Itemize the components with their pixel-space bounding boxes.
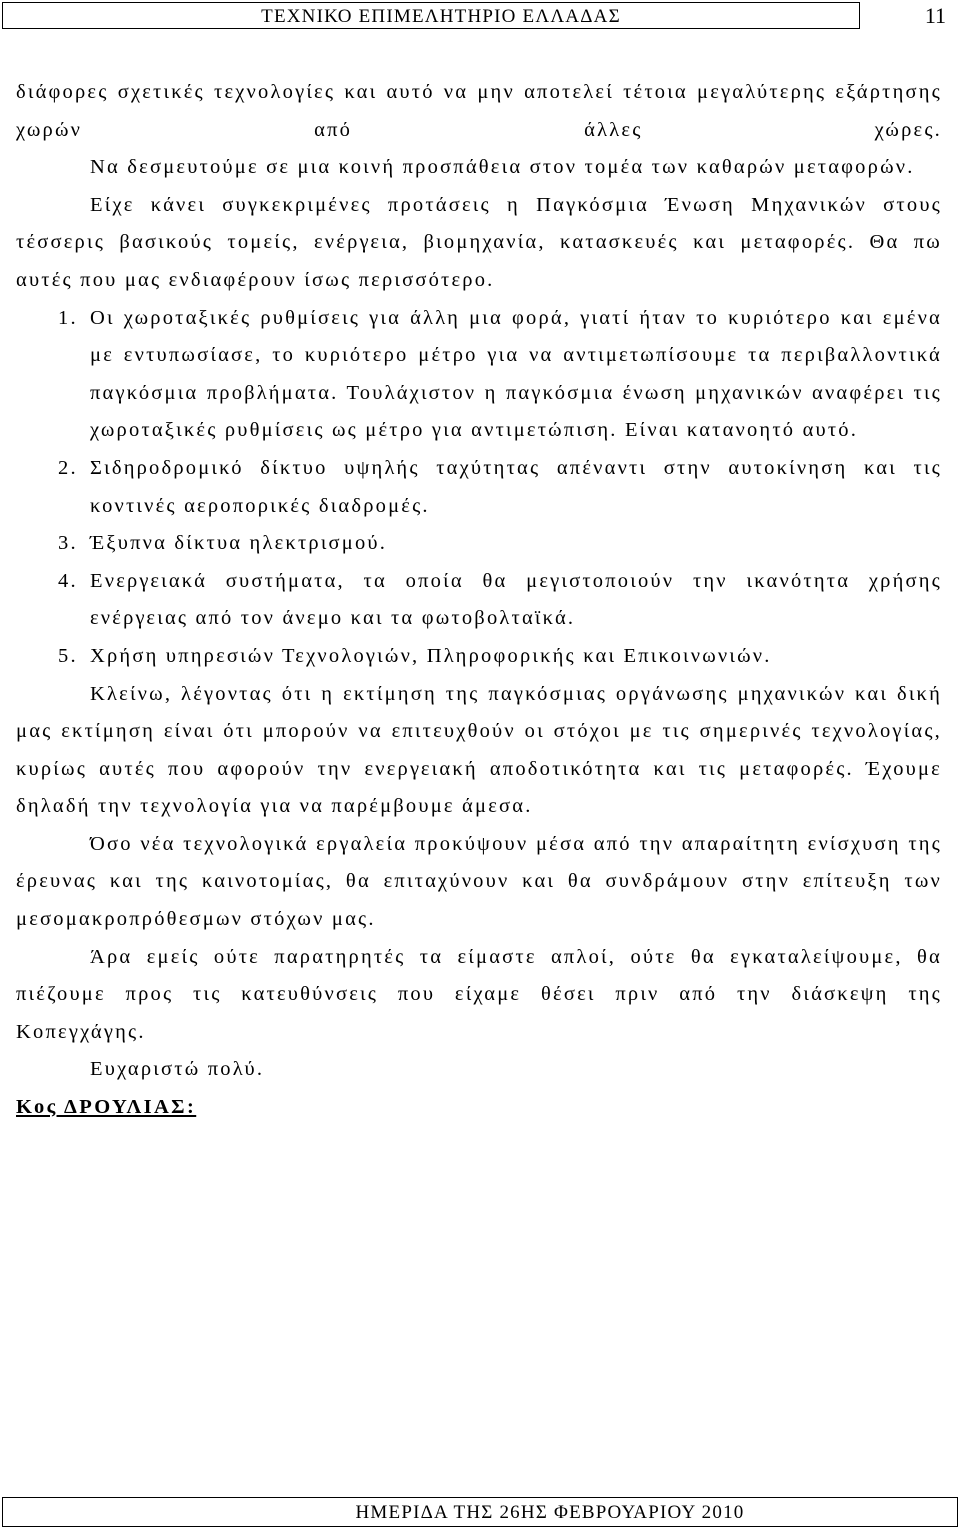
paragraph-clean-transport: Να δεσμευτούμε σε μια κοινή προσπάθεια στον τομέα των καθαρών μεταφορών.: [90, 156, 915, 179]
paragraph-copenhagen: Άρα εμείς ούτε παρατηρητές τα είμαστε απλοί, ούτε θα εγκαταλείψουμε, θα πιέζουμε προς τις κατευθύνσεις που είχαμε θέσει πριν από την διάσκεψη της Κοπεγχάγης.: [16, 945, 942, 1043]
list-item-number: 1.: [58, 306, 78, 329]
paragraph-thanks: Ευχαριστώ πολύ.: [90, 1058, 265, 1081]
list-item: [16, 563, 942, 638]
list-item-number: 2.: [58, 456, 78, 479]
list-item-text: Οι χωροταξικές ρυθμίσεις για άλλη μια φορά, γιατί ήταν το κυριότερο και εμένα με εντυπωσίασε, το κυριότερο μέτρο για να αντιμετωπίσουμε τα περιβαλλοντικά παγκόσμια προβλήματα. Τουλάχιστον η παγκόσμια ένωση μηχανικών αναφέρει τις χωροταξικές ρυθμίσεις ως μέτρο για αντιμετώπιση. Είναι κατανοητό αυτό.: [90, 306, 942, 442]
list-item-text: Σιδηροδρομικό δίκτυο υψηλής ταχύτητας απέναντι στην αυτοκίνηση και τις κοντινές αεροπορικές διαδρομές.: [90, 456, 942, 517]
paragraph-continuation: διάφορες σχετικές τεχνολογίες και αυτό να μην αποτελεί τέτοια μεγαλύτερης εξάρτησης χωρών από άλλες χώρες.: [16, 81, 942, 141]
document-body: [16, 74, 942, 1127]
paragraph-proposals: Είχε κάνει συγκεκριμένες προτάσεις η Παγκόσμια Ένωση Μηχανικών στους τέσσερις βασικούς τομείς, ενέργεια, βιομηχανία, κατασκευές και μεταφορές. Θα πω αυτές που μας ενδιαφέρουν ίσως περισσότερο.: [16, 193, 942, 291]
list-item: [16, 300, 942, 450]
list-item: [16, 525, 942, 563]
header-title: ΤΕΧΝΙΚΟ ΕΠΙΜΕΛΗΤΗΡΙΟ ΕΛΛΑΔΑΣ: [261, 6, 621, 27]
list-item-text: Ενεργειακά συστήματα, τα οποία θα μεγιστοποιούν την ικανότητα χρήσης ενέργειας από τον άνεμο και τα φωτοβολταϊκά.: [90, 569, 942, 630]
paragraph-new-tools: Όσο νέα τεχνολογικά εργαλεία προκύψουν μέσα από την απαραίτητη ενίσχυση της έρευνας και της καινοτομίας, θα επιταχύνουν και θα συνδράμουν στην επίτευξη των μεσομακροπρόθεσμων στόχων μας.: [16, 832, 942, 931]
list-item: [16, 450, 942, 525]
footer-text: ΗΜΕΡΙΔΑ ΤΗΣ 26ΗΣ ΦΕΒΡΟΥΑΡΙΟΥ 2010: [355, 1502, 745, 1523]
list-item: [16, 638, 942, 676]
list-item-number: 3.: [58, 532, 78, 555]
list-item-text: Έξυπνα δίκτυα ηλεκτρισμού.: [90, 532, 388, 555]
list-item-text: Χρήση υπηρεσιών Τεχνολογιών, Πληροφορικής και Επικοινωνιών.: [90, 644, 772, 667]
list-item-number: 5.: [58, 644, 78, 667]
paragraph-closing: Κλείνω, λέγοντας ότι η εκτίμηση της παγκόσμιας οργάνωσης μηχανικών και δική μας εκτίμηση είναι ότι μπορούν να επιτευχθούν οι στόχοι με τις σημερινές τεχνολογίας, κυρίως αυτές που αφορούν την ενεργειακή αποδοτικότητα και τις μεταφορές. Έχουμε δηλαδή την τεχνολογία για να παρέμβουμε άμεσα.: [16, 682, 942, 818]
page-header: [2, 2, 860, 29]
list-item-number: 4.: [58, 569, 78, 592]
page-number: 11: [924, 3, 946, 28]
page-footer: [2, 1497, 958, 1527]
speaker-label: Κος ΔΡΟΥΛΙΑΣ:: [16, 1096, 197, 1119]
